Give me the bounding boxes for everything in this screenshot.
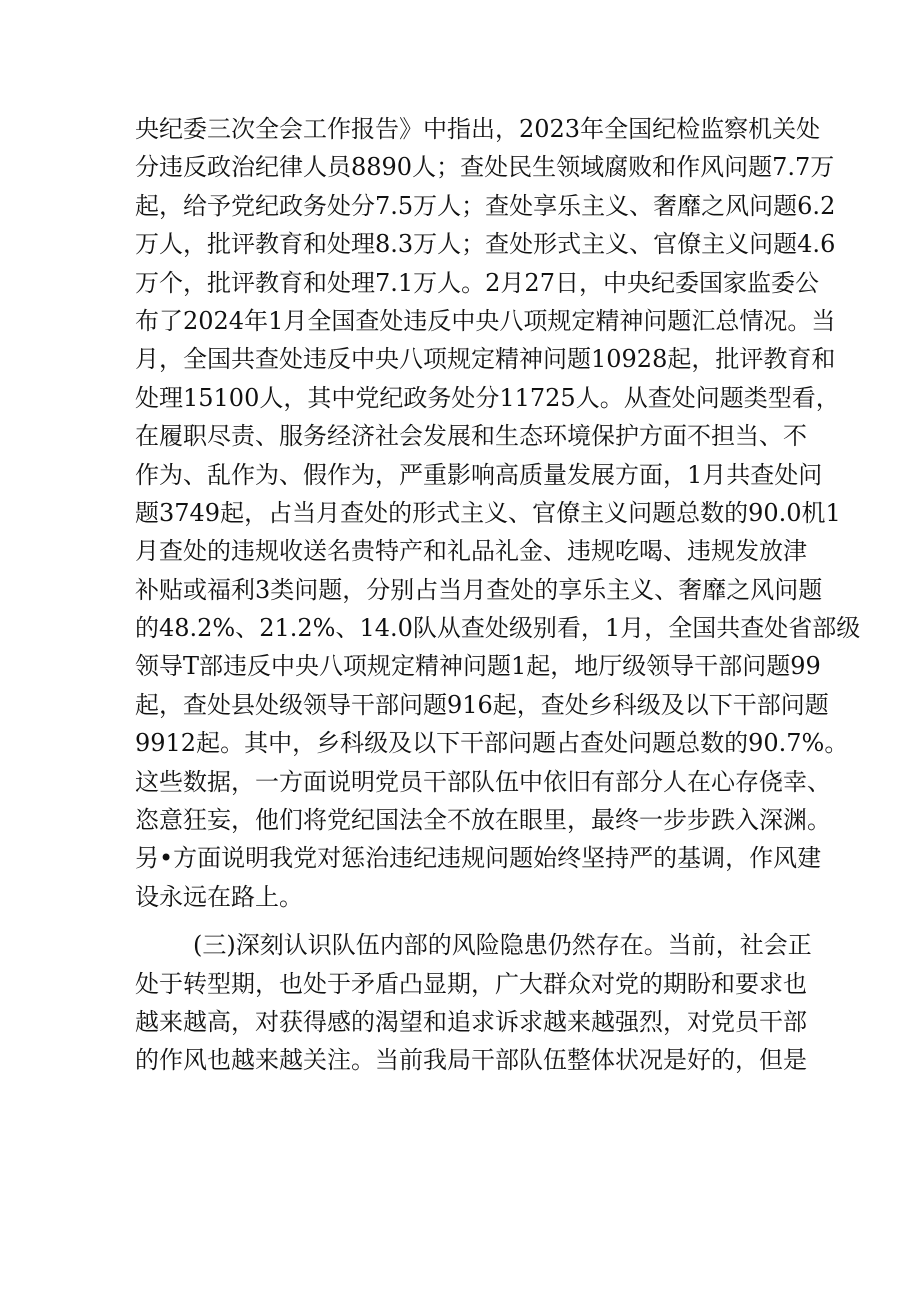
text-line: 起，给予党纪政务处分7.5万人；查处享乐主义、奢靡之风问题6.2 <box>135 191 836 220</box>
text-line: 起，查处县处级领导干部问题916起，查处乡科级及以下干部问题 <box>135 690 829 719</box>
text-line: 越来越高，对获得感的渴望和追求诉求越来越强烈，对党员干部 <box>135 1007 807 1036</box>
text-line: 月查处的违规收送名贵特产和礼品礼金、违规吃喝、违规发放津 <box>135 537 807 566</box>
text-line: 的48.2%、21.2%、14.0队从查处级别看，1月，全国共查处省部级 <box>135 614 861 643</box>
text-line: 万个，批评教育和处理7.1万人。2月27日，中央纪委国家监委公 <box>135 268 819 297</box>
text-line: 处理15100人，其中党纪政务处分11725人。从查处问题类型看， <box>135 383 840 412</box>
text-line: 9912起。其中，乡科级及以下干部问题占查处问题总数的90.7%。 <box>135 729 849 758</box>
text-line: 处于转型期，也处于矛盾凸显期，广大群众对党的期盼和要求也 <box>135 969 807 998</box>
paragraph-spacer <box>135 916 795 926</box>
section-heading-line: (三)深刻认识队伍内部的风险隐患仍然存在。当前，社会正 <box>193 931 812 960</box>
text-line: 央纪委三次全会工作报告》中指出，2023年全国纪检监察机关处 <box>135 115 821 143</box>
text-line: 万人，批评教育和处理8.3万人；查处形式主义、官僚主义问题4.6 <box>135 230 836 259</box>
text-line: 恣意狂妄，他们将党纪国法全不放在眼里，最终一步步跌入深渊。 <box>135 806 831 835</box>
paragraph-report-statistics <box>135 110 861 916</box>
text-line: 补贴或福利3类问题，分别占当月查处的享乐主义、奢靡之风问题 <box>135 575 823 604</box>
text-line: 另•方面说明我党对惩治违纪违规问题始终坚持严的基调，作风建 <box>135 844 822 873</box>
paragraph-section-three <box>135 926 812 1080</box>
text-line: 布了2024年1月全国查处违反中央八项规定精神问题汇总情况。当 <box>135 306 836 335</box>
text-line: 作为、乱作为、假作为，严重影响高质量发展方面，1月共查处问 <box>135 460 823 489</box>
text-line: 这些数据，一方面说明党员干部队伍中依旧有部分人在心存侥幸、 <box>135 767 831 796</box>
text-line: 月，全国共查处违反中央八项规定精神问题10928起，批评教育和 <box>135 345 836 374</box>
text-line: 在履职尽责、服务经济社会发展和生态环境保护方面不担当、不 <box>135 422 807 451</box>
text-line: 题3749起，占当月查处的形式主义、官僚主义问题总数的90.0机1 <box>135 498 841 527</box>
document-body <box>135 110 861 1080</box>
text-line: 的作风也越来越关注。当前我局干部队伍整体状况是好的，但是 <box>135 1046 807 1075</box>
text-line: 设永远在路上。 <box>135 882 303 911</box>
text-line: 领导T部违反中央八项规定精神问题1起，地厅级领导干部问题99 <box>135 652 821 681</box>
text-line: 分违反政治纪律人员8890人；查处民生领域腐败和作风问题7.7万 <box>135 153 835 182</box>
